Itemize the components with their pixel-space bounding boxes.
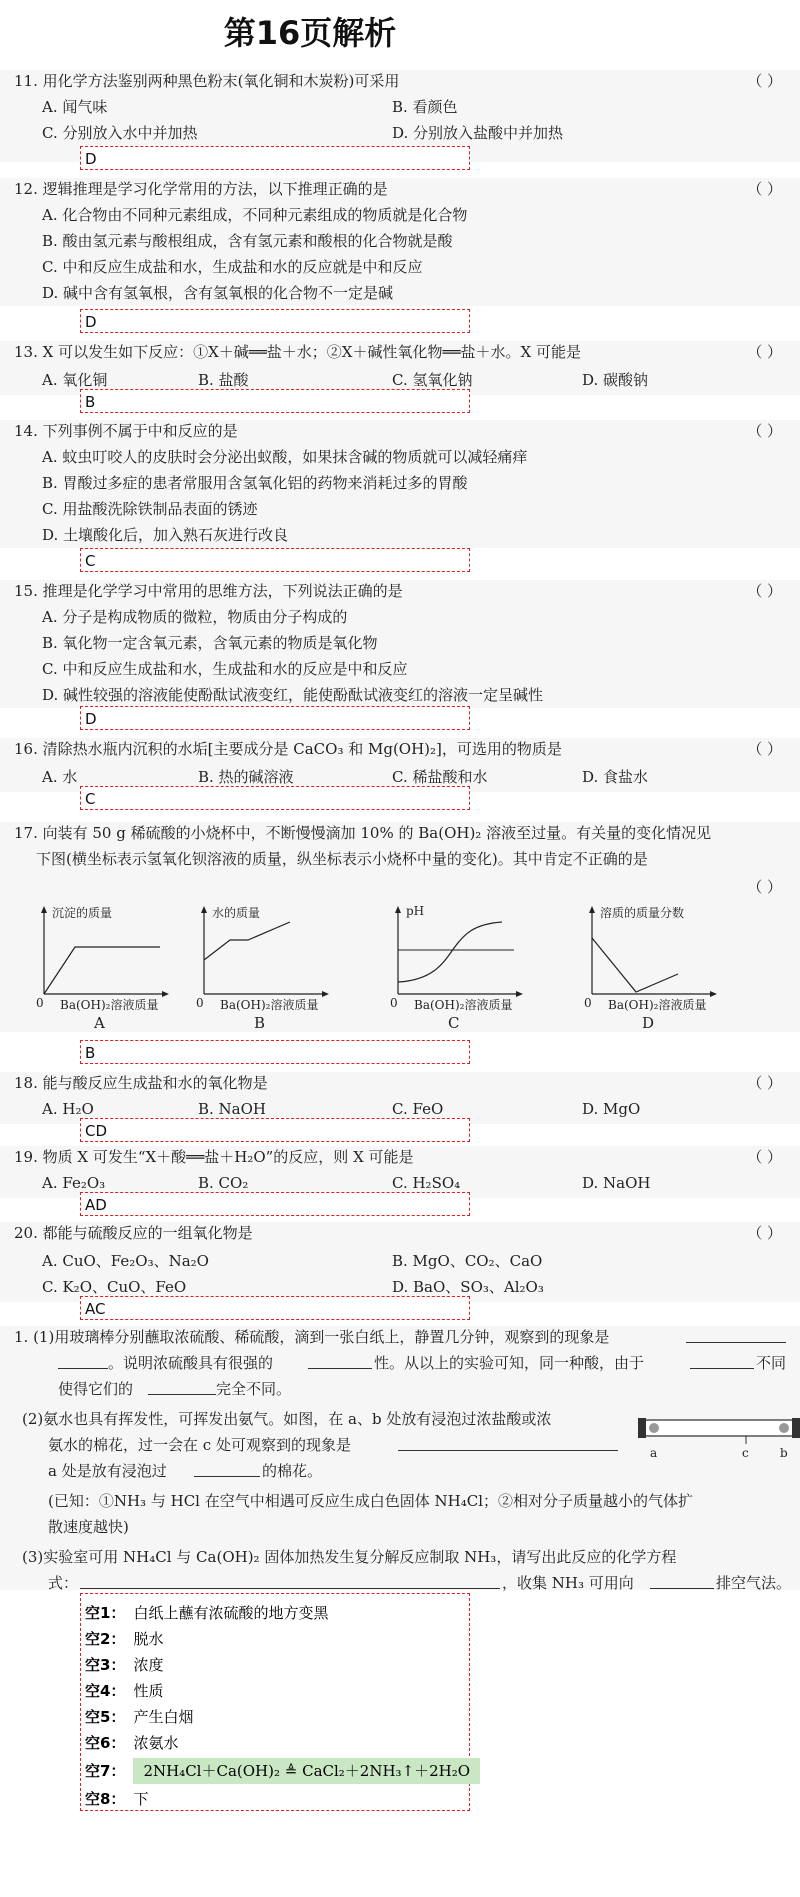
blank-4 [148, 1394, 216, 1395]
question-14 [0, 420, 800, 548]
q17-stem-2: 下图(横坐标表示氢氧化钡溶液的质量，纵坐标表示小烧杯中量的变化)。其中肯定不正确的是 [36, 850, 648, 868]
fill-line-9: (3)实验室可用 NH₄Cl 与 Ca(OH)₂ 固体加热发生复分解反应制取 NH₃，请写出此反应的化学方程 [22, 1548, 677, 1566]
q15-stem: 15. 推理是化学学习中常用的思维方法，下列说法正确的是 [14, 582, 403, 600]
q16-stem: 16. 清除热水瓶内沉积的水垢[主要成分是 CaCO₃ 和 Mg(OH)₂]，可选用的物质是 [14, 740, 562, 758]
q11-paren: （ ） [747, 72, 782, 90]
q13-answer-box: B [80, 389, 470, 413]
q18-option-a: A. H₂O [42, 1100, 94, 1118]
q19-paren: （ ） [747, 1148, 782, 1166]
glass-tube-diagram [638, 1414, 800, 1460]
q15-option-d: D. 碱性较强的溶液能使酚酞试液变红，能使酚酞试液变红的溶液一定呈碱性 [42, 686, 544, 704]
q20-stem: 20. 都能与硫酸反应的一组氧化物是 [14, 1224, 253, 1242]
q16-option-c: C. 稀盐酸和水 [392, 768, 488, 786]
q16-option-a: A. 水 [42, 768, 78, 786]
q12-stem: 12. 逻辑推理是学习化学常用的方法，以下推理正确的是 [14, 180, 388, 198]
fill-line-3a: 使得它们的 [58, 1380, 134, 1398]
q17-graph-b [190, 902, 330, 1032]
blank-7 [80, 1588, 500, 1589]
blank-6 [194, 1476, 260, 1477]
q18-option-c: C. FeO [392, 1100, 444, 1118]
q17-graph-a-xlabel: Ba(OH)₂溶液质量 [60, 998, 159, 1012]
answer-label-4: 空4： [85, 1682, 126, 1700]
q12-option-a: A. 化合物由不同种元素组成，不同种元素组成的物质就是化合物 [42, 206, 468, 224]
q12-answer-box: D [80, 309, 470, 333]
q17-graph-b-xlabel: Ba(OH)₂溶液质量 [220, 998, 319, 1012]
blank-8 [650, 1588, 714, 1589]
fill-line-5: 氨水的棉花，过一会在 c 处可观察到的现象是 [48, 1436, 351, 1454]
q14-option-b: B. 胃酸过多症的患者常服用含氢氧化铝的药物来消耗过多的胃酸 [42, 474, 468, 492]
blank-3 [690, 1368, 754, 1369]
q13-paren: （ ） [747, 343, 782, 361]
q13-option-b: B. 盐酸 [198, 371, 249, 389]
answer-row-3 [85, 1654, 163, 1675]
q12-option-c: C. 中和反应生成盐和水，生成盐和水的反应就是中和反应 [42, 258, 423, 276]
q18-answer-box: CD [80, 1118, 470, 1142]
answer-label-1: 空1： [85, 1604, 126, 1622]
question-16 [0, 738, 800, 792]
q17-graph-a [30, 902, 170, 1032]
q17-graph-a-origin: 0 [36, 996, 44, 1010]
fill-line-2a: 。说明浓硫酸具有很强的 [108, 1354, 274, 1372]
fill-line-7: (已知：①NH₃ 与 HCl 在空气中相遇可反应生成白色固体 NH₄Cl；②相对分子质量越小的气体扩 [48, 1492, 693, 1510]
q17-graph-b-letter: B [254, 1014, 266, 1032]
q16-paren: （ ） [747, 740, 782, 758]
question-17 [0, 822, 800, 1032]
answer-label-5: 空5： [85, 1708, 126, 1726]
q12-option-d: D. 碱中含有氢氧根，含有氢氧根的化合物不一定是碱 [42, 284, 394, 302]
blank-5 [398, 1450, 618, 1451]
q14-option-d: D. 土壤酸化后，加入熟石灰进行改良 [42, 526, 289, 544]
page-title: 第16页解析 [223, 14, 397, 52]
answer-row-8 [85, 1788, 148, 1809]
q13-option-d: D. 碳酸钠 [582, 371, 649, 389]
fill-line-10b: ，收集 NH₃ 可用向 [502, 1574, 634, 1592]
q15-option-a: A. 分子是构成物质的微粒，物质由分子构成的 [42, 608, 348, 626]
answer-label-7: 空7： [85, 1762, 126, 1780]
question-18 [0, 1072, 800, 1124]
q11-option-b: B. 看颜色 [392, 98, 458, 116]
fill-line-2b: 性。从以上的实验可知，同一种酸，由于 [374, 1354, 645, 1372]
answer-value-1: 白纸上蘸有浓硫酸的地方变黑 [133, 1604, 329, 1622]
answer-value-6: 浓氨水 [133, 1734, 179, 1752]
q19-option-b: B. CO₂ [198, 1174, 249, 1192]
answer-row-5 [85, 1706, 193, 1727]
answer-label-8: 空8： [85, 1790, 126, 1808]
q20-option-a: A. CuO、Fe₂O₃、Na₂O [42, 1252, 209, 1270]
q19-option-a: A. Fe₂O₃ [42, 1174, 106, 1192]
q18-option-b: B. NaOH [198, 1100, 267, 1118]
q20-option-c: C. K₂O、CuO、FeO [42, 1278, 187, 1296]
q17-graph-c-xlabel: Ba(OH)₂溶液质量 [414, 998, 513, 1012]
answer-value-5: 产生白烟 [133, 1708, 194, 1726]
q20-paren: （ ） [747, 1224, 782, 1242]
q11-option-d: D. 分别放入盐酸中并加热 [392, 124, 564, 142]
q17-graph-c-origin: 0 [390, 996, 398, 1010]
question-13 [0, 341, 800, 395]
q16-answer-box: C [80, 786, 470, 810]
q14-stem: 14. 下列事例不属于中和反应的是 [14, 422, 238, 440]
q17-graph-a-ylabel: 沉淀的质量 [52, 906, 113, 920]
answer-row-7 [85, 1760, 480, 1781]
question-15 [0, 580, 800, 708]
fill-answers-box [80, 1593, 470, 1811]
q11-answer-box: D [80, 146, 470, 170]
q19-option-c: C. H₂SO₄ [392, 1174, 461, 1192]
q15-option-b: B. 氧化物一定含氧元素，含氧元素的物质是氧化物 [42, 634, 378, 652]
answer-value-7-equation: 2NH₄Cl＋Ca(OH)₂ ≜ CaCl₂＋2NH₃↑＋2H₂O [133, 1758, 480, 1784]
q17-stem-1: 17. 向装有 50 g 稀硫酸的小烧杯中，不断慢慢滴加 10% 的 Ba(OH)₂ 溶液至过量。有关量的变化情况见 [14, 824, 712, 842]
tube-label-c: c [742, 1446, 749, 1460]
answer-label-6: 空6： [85, 1734, 126, 1752]
q17-graph-c-letter: C [448, 1014, 460, 1032]
fill-line-8: 散速度越快) [48, 1518, 129, 1536]
q15-option-c: C. 中和反应生成盐和水，生成盐和水的反应是中和反应 [42, 660, 408, 678]
fill-line-1: 1. (1)用玻璃棒分别蘸取浓硫酸、稀硫酸，滴到一张白纸上，静置几分钟，观察到的现象是 [14, 1328, 610, 1346]
fill-line-6a: a 处是放有浸泡过 [48, 1462, 167, 1480]
fill-question [0, 1326, 800, 1590]
fill-line-6b: 的棉花。 [262, 1462, 323, 1480]
blank-1b [58, 1368, 108, 1369]
q13-option-a: A. 氧化铜 [42, 371, 108, 389]
q13-option-c: C. 氢氧化钠 [392, 371, 473, 389]
q17-graph-d-xlabel: Ba(OH)₂溶液质量 [608, 998, 707, 1012]
answer-value-2: 脱水 [133, 1630, 164, 1648]
tube-label-a: a [650, 1446, 658, 1460]
q11-option-a: A. 闻气味 [42, 98, 108, 116]
question-12 [0, 178, 800, 306]
answer-row-6 [85, 1732, 178, 1753]
q18-option-d: D. MgO [582, 1100, 641, 1118]
q19-answer-box: AD [80, 1192, 470, 1216]
answer-label-2: 空2： [85, 1630, 126, 1648]
q12-paren: （ ） [747, 180, 782, 198]
answer-label-3: 空3： [85, 1656, 126, 1674]
q11-stem: 11. 用化学方法鉴别两种黑色粉末(氧化铜和木炭粉)可采用 [14, 72, 400, 90]
q17-graph-d-letter: D [642, 1014, 655, 1032]
answer-row-4 [85, 1680, 163, 1701]
q12-option-b: B. 酸由氢元素与酸根组成，含有氢元素和酸根的化合物就是酸 [42, 232, 453, 250]
q17-answer-box: B [80, 1040, 470, 1064]
q15-paren: （ ） [747, 582, 782, 600]
q18-paren: （ ） [747, 1074, 782, 1092]
answer-value-8: 下 [133, 1790, 149, 1808]
q17-graph-c-ylabel: pH [406, 904, 425, 918]
q14-paren: （ ） [747, 422, 782, 440]
question-20 [0, 1222, 800, 1302]
q17-graph-d [578, 902, 718, 1032]
answer-row-1 [85, 1602, 328, 1623]
blank-2 [308, 1368, 372, 1369]
q13-stem: 13. X 可以发生如下反应：①X＋碱══盐＋水；②X＋碱性氧化物══盐＋水。X 可能是 [14, 343, 582, 361]
fill-line-3b: 完全不同。 [216, 1380, 292, 1398]
q17-graph-d-ylabel: 溶质的质量分数 [600, 906, 685, 920]
q16-option-b: B. 热的碱溶液 [198, 768, 294, 786]
q14-answer-box: C [80, 548, 470, 572]
fill-line-10a: 式： [48, 1574, 79, 1592]
q17-graph-b-ylabel: 水的质量 [212, 906, 261, 920]
answer-value-3: 浓度 [133, 1656, 164, 1674]
q11-option-c: C. 分别放入水中并加热 [42, 124, 198, 142]
tube-label-b: b [780, 1446, 788, 1460]
q17-graph-a-letter: A [94, 1014, 105, 1032]
q20-option-b: B. MgO、CO₂、CaO [392, 1252, 543, 1270]
fill-line-4: (2)氨水也具有挥发性，可挥发出氨气。如图，在 a、b 处放有浸泡过浓盐酸或浓 [22, 1410, 552, 1428]
q17-graph-c-plot [384, 902, 524, 1010]
q19-stem: 19. 物质 X 可发生“X＋酸══盐＋H₂O”的反应，则 X 可能是 [14, 1148, 414, 1166]
q15-answer-box: D [80, 706, 470, 730]
fill-line-10c: 排空气法。 [716, 1574, 792, 1592]
answer-value-4: 性质 [133, 1682, 164, 1700]
answer-row-2 [85, 1628, 163, 1649]
q14-option-a: A. 蚊虫叮咬人的皮肤时会分泌出蚁酸，如果抹含碱的物质就可以减轻痛痒 [42, 448, 528, 466]
blank-1 [686, 1342, 786, 1343]
q17-graph-c [384, 902, 524, 1032]
q20-option-d: D. BaO、SO₃、Al₂O₃ [392, 1278, 544, 1296]
q17-graph-b-origin: 0 [196, 996, 204, 1010]
q17-graph-d-origin: 0 [584, 996, 592, 1010]
q18-stem: 18. 能与酸反应生成盐和水的氧化物是 [14, 1074, 268, 1092]
q20-answer-box: AC [80, 1296, 470, 1320]
question-19 [0, 1146, 800, 1198]
q19-option-d: D. NaOH [582, 1174, 651, 1192]
q14-option-c: C. 用盐酸洗除铁制品表面的锈迹 [42, 500, 258, 518]
fill-line-2c: 不同 [756, 1354, 787, 1372]
q16-option-d: D. 食盐水 [582, 768, 649, 786]
q17-paren: （ ） [747, 878, 782, 896]
